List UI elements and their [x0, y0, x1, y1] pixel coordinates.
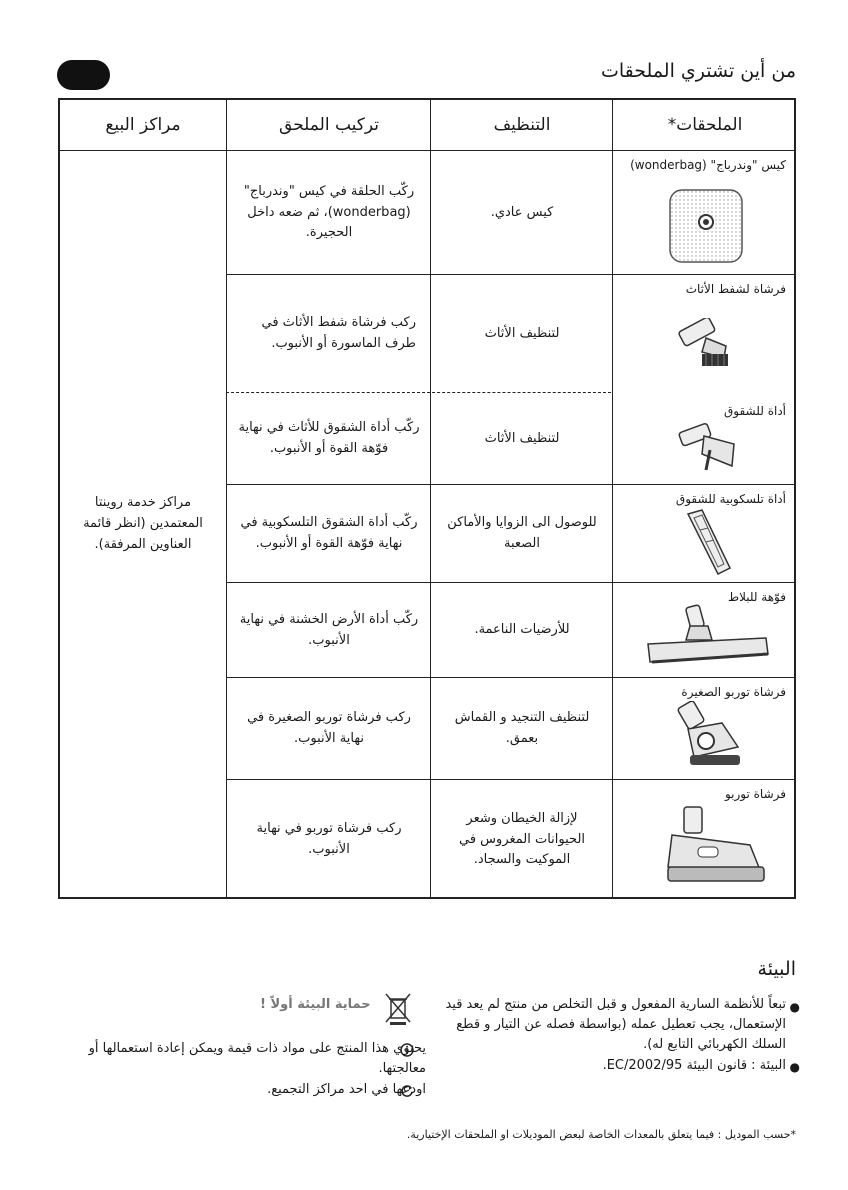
page-tab-marker [57, 60, 110, 90]
turbo-brush-icon [654, 805, 774, 895]
row-divider [226, 484, 794, 485]
accessory-wonderbag [614, 152, 796, 274]
cleaning-turbo-brush: لإزالة الخيطان وشعر الحيوانات المغروس في الموكيت والسجاد. [458, 810, 586, 868]
fitting-furniture-brush: ركب فرشاة شفط الأثاث في طرف الماسورة أو الأنبوب. [261, 315, 416, 351]
mini-turbo-brush-icon [664, 701, 754, 775]
fitting-mini-turbo-brush: ركب فرشاة توربو الصغيرة في نهاية الأنبوب. [247, 710, 411, 746]
accessory-label: فوّهة للبلاط [727, 590, 786, 604]
bullet-icon: ● [789, 1060, 800, 1074]
fitting-tile-nozzle: ركّب أداة الأرض الخشنة في نهاية الأنبوب. [239, 611, 419, 648]
footnote: *حسب الموديل : فيما يتعلق بالمعدات الخاصة لبعض الموديلات او الملحقات الإختيارية. [406, 1128, 796, 1141]
environment-bullet-2: البيئة : قانون البيئة 2002/95/EC. [602, 1058, 786, 1073]
row-divider [226, 274, 794, 275]
cleaning-furniture-brush: لتنظيف الأثاث [484, 325, 560, 341]
accessory-label: كيس "وندرباج" (wonderbag) [630, 158, 786, 172]
fitting-telescopic-crevice: ركّب أداة الشقوق التلسكوبية في نهاية فوّهة القوة أو الأنبوب. [240, 515, 418, 551]
column-divider [226, 100, 227, 897]
accessory-crevice-tool [614, 394, 796, 484]
column-divider [612, 100, 613, 897]
telescopic-crevice-icon [680, 508, 740, 578]
header-divider [60, 150, 794, 151]
accessory-label: فرشاة توربو [724, 787, 786, 801]
cleaning-telescopic-crevice: للوصول الى الزوايا والأماكن الصعبة [447, 515, 597, 551]
environment-title: البيئة [757, 958, 796, 980]
accessory-tile-nozzle [614, 584, 796, 677]
accessory-telescopic-crevice [614, 486, 796, 582]
header-fitting: تركيب الملحق [279, 115, 379, 135]
furniture-brush-icon [676, 318, 746, 374]
header-sales: مراكز البيع [105, 115, 181, 135]
accessory-turbo-brush [614, 781, 796, 899]
fitting-wonderbag: ركّب الحلقة في كيس "وندرباج" (wonderbag)، ثم ضعه داخل الحجيرة. [243, 183, 415, 241]
crossed-bin-icon [384, 992, 412, 1026]
cleaning-crevice-tool: لتنظيف الأثاث [484, 430, 560, 446]
column-divider [430, 100, 431, 897]
crevice-tool-icon [676, 422, 746, 478]
collection-text: اودعها في احد مراكز التجميع. [267, 1082, 426, 1097]
environment-bullet-1: تبعاً للأنظمة السارية المفعول و قبل التخلص من منتج لم يعد قيد الإستعمال، يجب تعطيل عمله (بواسطة فصله عن التيار و قطع السلك الكهربائي التابع له). [445, 997, 786, 1053]
cleaning-tile-nozzle: للأرضيات الناعمة. [474, 622, 570, 638]
row-divider [226, 779, 794, 780]
accessory-label: فرشاة توربو الصغيرة [681, 685, 786, 699]
accessory-label: أداة للشقوق [723, 404, 786, 418]
row-divider [226, 677, 794, 678]
fitting-crevice-tool: ركّب أداة الشقوق للأثاث في نهاية فوّهة القوة أو الأنبوب. [238, 420, 420, 456]
row-divider [226, 582, 794, 583]
header-accessories: الملحقات* [667, 115, 743, 135]
recycle-text: يحتوي هذا المنتج على مواد ذات قيمة ويمكن إعادة استعمالها أو معالجتها. [88, 1041, 426, 1076]
cleaning-mini-turbo-brush: لتنظيف التنجيد و القماش بعمق. [454, 710, 590, 746]
fitting-turbo-brush: ركب فرشاة توربو في نهاية الأنبوب. [256, 821, 402, 857]
accessory-furniture-brush [614, 276, 796, 392]
bullet-icon: ● [789, 1000, 800, 1014]
accessory-mini-turbo-brush [614, 679, 796, 779]
tile-nozzle-icon [642, 604, 772, 672]
sales-centers-text: مراكز خدمة روينتا المعتمدين (انظر قائمة العناوين المرفقة). [83, 495, 203, 552]
wonderbag-icon [666, 186, 746, 266]
cleaning-wonderbag: كيس عادي. [490, 204, 554, 220]
protect-environment-title: حماية البيئة أولاً ! [260, 997, 371, 1012]
accessory-label: أداة تلسكوبية للشقوق [675, 492, 786, 506]
page-title: من أين تشتري الملحقات [600, 60, 796, 82]
row-divider [226, 392, 611, 393]
accessories-table [58, 98, 796, 899]
accessory-label: فرشاة لشفط الأثاث [685, 282, 786, 296]
header-cleaning: التنظيف [493, 115, 551, 135]
